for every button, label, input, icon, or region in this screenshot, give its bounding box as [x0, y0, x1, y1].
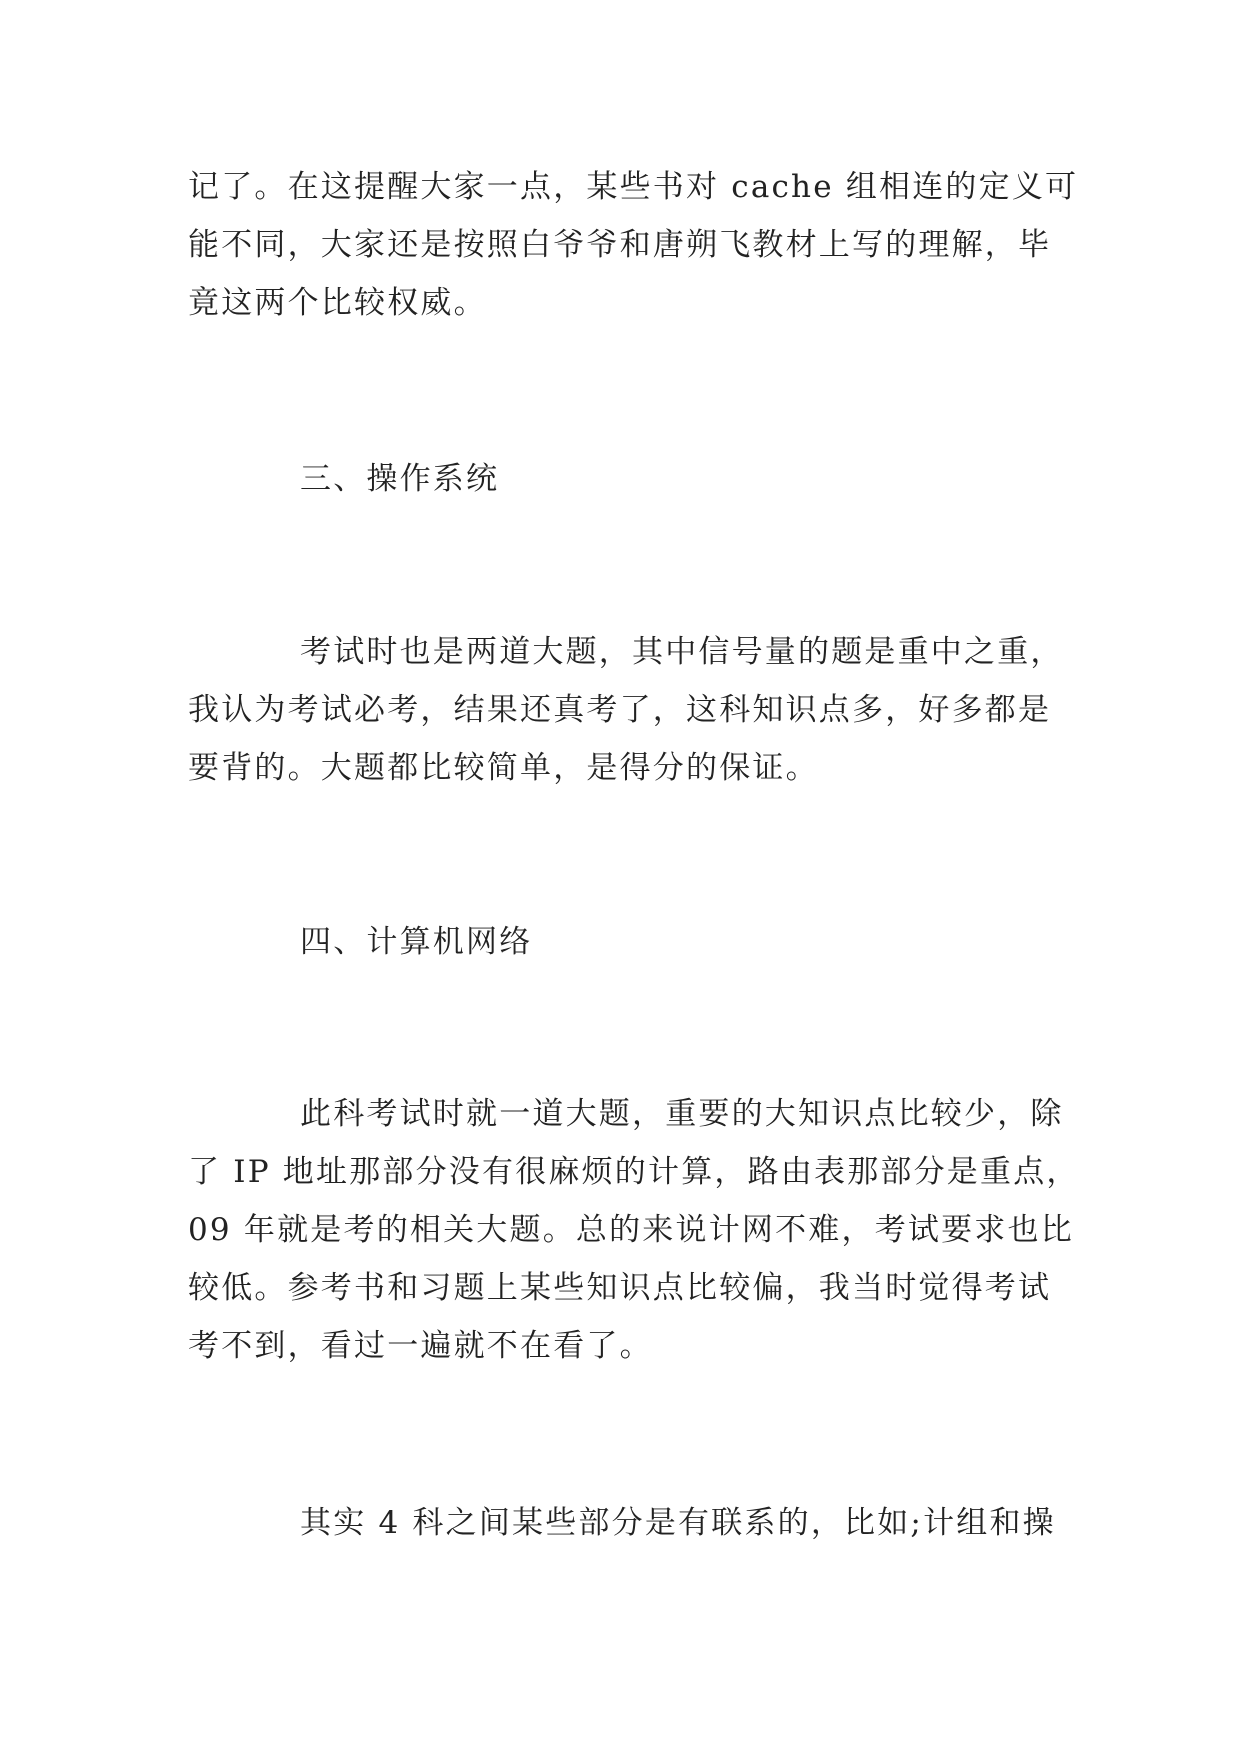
paragraph-line: 我认为考试必考，结果还真考了，这科知识点多，好多都是	[188, 692, 1052, 728]
paragraph-line: 09 年就是考的相关大题。总的来说计网不难，考试要求也比	[188, 1212, 1074, 1248]
paragraph-operating-system	[188, 623, 1068, 797]
section-heading-operating-system	[188, 450, 1068, 508]
paragraph-line: 此科考试时就一道大题，重要的大知识点比较少，除	[300, 1096, 1064, 1132]
paragraph-line: 能不同，大家还是按照白爷爷和唐朔飞教材上写的理解，毕	[188, 227, 1052, 263]
paragraph-line: 要背的。大题都比较简单，是得分的保证。	[188, 750, 819, 786]
heading-text: 三、操作系统	[300, 461, 500, 497]
paragraph-cache	[188, 158, 1079, 332]
paragraph-line: 其实 4 科之间某些部分是有联系的，比如;计组和操	[300, 1505, 1056, 1541]
paragraph-subject-relation	[188, 1494, 1068, 1552]
paragraph-line: 考试时也是两道大题，其中信号量的题是重中之重，	[300, 634, 1064, 670]
paragraph-line: 记了。在这提醒大家一点，某些书对 cache 组相连的定义可	[188, 169, 1079, 205]
paragraph-computer-network	[188, 1085, 1080, 1375]
heading-text: 四、计算机网络	[300, 924, 533, 960]
paragraph-line: 考不到，看过一遍就不在看了。	[188, 1328, 653, 1364]
paragraph-line: 竟这两个比较权威。	[188, 285, 487, 321]
paragraph-line: 较低。参考书和习题上某些知识点比较偏，我当时觉得考试	[188, 1270, 1052, 1306]
paragraph-line: 了 IP 地址那部分没有很麻烦的计算，路由表那部分是重点，	[188, 1154, 1080, 1190]
section-heading-computer-network	[188, 913, 1068, 971]
